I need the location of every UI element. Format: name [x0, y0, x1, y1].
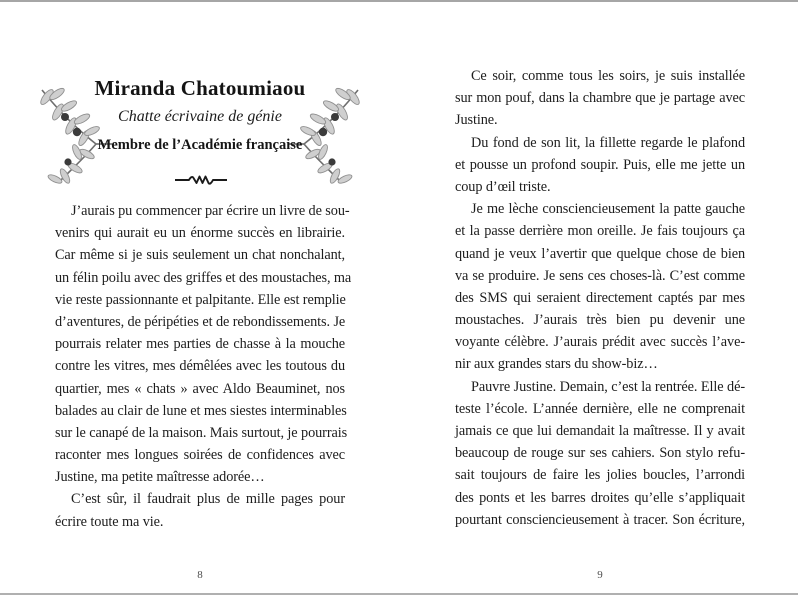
- chapter-header: [30, 72, 370, 192]
- bottom-edge-line: [0, 593, 798, 595]
- text-line: va se produire. Je sens ces choses-là. C’est comme: [455, 267, 745, 284]
- text-line: sur mon pouf, dans la chambre que je partage avec: [455, 90, 745, 107]
- author-affiliation: Membre de l’Académie française: [97, 137, 303, 153]
- text-line: teste l’école. L’année dernière, elle ne comprenait: [455, 400, 745, 417]
- text-line: et pousse un profond soupir. Puis, elle me jette un: [455, 156, 745, 173]
- text-line: sur le canapé de la maison. Mais surtout, je pourrais: [55, 424, 348, 441]
- text-line: moustaches. J’aurais très bien pu devenir une: [455, 312, 745, 329]
- page-body: [55, 200, 352, 533]
- text-line: jamais ce que lui demandait la maîtresse. Il y avait: [455, 423, 745, 439]
- text-line: Car même si je suis seulement un chat nonchalant,: [55, 247, 345, 264]
- text-line: nir aux grandes stars du show-biz…: [455, 356, 658, 373]
- text-line: des ponts et les barres droites qu’elle s’appliquait: [455, 489, 745, 506]
- text-line: venirs qui aurait eu un énorme succès en librairie.: [55, 225, 345, 242]
- text-line: J’aurais pu commencer par écrire un livre de sou-: [71, 203, 350, 219]
- text-line: beaucoup de rouge sur ses cahiers. Son stylo refu-: [455, 445, 745, 462]
- page-number: 8: [197, 569, 203, 581]
- text-line: pourrais relater mes parties de chasse à la mouche: [55, 336, 345, 353]
- page-number: 9: [597, 569, 603, 581]
- text-line: Ce soir, comme tous les soirs, je suis installée: [471, 68, 745, 84]
- text-line: Pauvre Justine. Demain, c’est la rentrée. Elle dé-: [471, 378, 745, 395]
- text-line: C’est sûr, il faudrait plus de mille pages pour: [71, 491, 345, 508]
- text-line: Du fond de son lit, la fillette regarde le plafond: [471, 134, 745, 151]
- text-line: des SMS qui seraient directement captés par mes: [455, 289, 745, 306]
- text-line: Je me lèche consciencieusement la patte gauche: [471, 201, 745, 218]
- text-line: écrire toute ma vie.: [55, 513, 164, 530]
- scribble-divider-icon: [175, 175, 227, 185]
- text-line: voyante célèbre. J’aurais prédit avec succès l’ave-: [455, 334, 745, 351]
- author-subtitle: Chatte écrivaine de génie: [118, 108, 282, 125]
- text-line: un félin poilu avec des griffes et des moustaches, ma: [55, 269, 352, 286]
- text-line: Justine, ma petite maîtresse adorée…: [55, 469, 265, 486]
- text-line: Justine.: [455, 112, 498, 129]
- text-line: quand je veux l’avertir que quelque chose de bien: [455, 245, 745, 262]
- text-line: contre les vitres, mes démêlées avec les toutous du: [55, 358, 345, 375]
- text-line: vie reste passionnante et palpitante. Elle est remplie: [55, 291, 346, 308]
- author-title: Miranda Chatoumiaou: [94, 76, 306, 100]
- page-body: [455, 65, 745, 531]
- text-line: d’aventures, de péripéties et de rebondissements. Je: [55, 313, 346, 330]
- text-line: raconter mes longues soirées de confidences avec: [55, 447, 345, 464]
- text-line: pourtant consciencieusement à tracer. Son écriture,: [455, 511, 745, 528]
- top-edge-line: [0, 0, 798, 2]
- text-line: coup d’œil triste.: [455, 178, 551, 195]
- text-line: sait toujours de faire les jolies boucles, l’arrondi: [455, 467, 745, 484]
- text-line: quartier, mes « chats » avec Aldo Beauminet, nos: [55, 380, 345, 397]
- text-line: et la passe derrière mon oreille. Je fais toujours ça: [455, 223, 745, 240]
- text-line: balades au clair de lune et mes siestes interminables: [55, 402, 347, 419]
